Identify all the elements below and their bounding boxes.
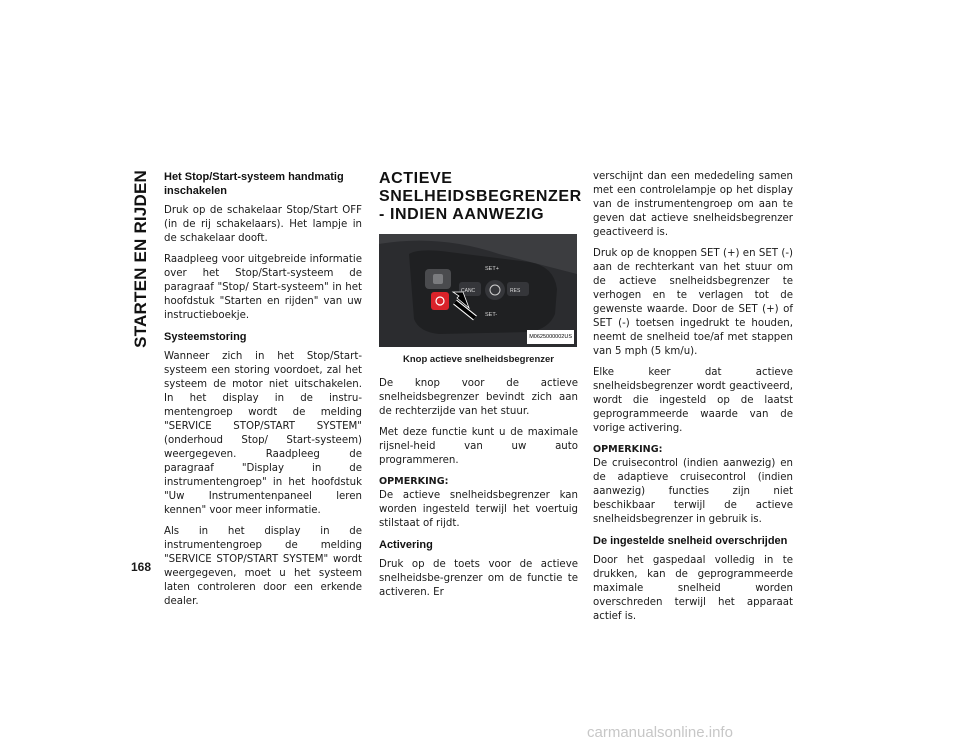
watermark-footer[interactable]: carmanualsonline.info: [587, 724, 733, 741]
speed-limiter-button: [431, 292, 449, 310]
figure-code: M0625000002US: [527, 330, 574, 344]
section-tab: STARTEN EN RIJDEN: [131, 170, 150, 348]
steering-wheel-figure: [379, 234, 577, 347]
note-text: De actieve snelheidsbegrenzer kan worden ingesteld terwijl het voertuig stilstaat of rijdt.: [379, 490, 578, 529]
note-text: De cruisecontrol (indien aanwezig) en de adaptieve cruisecontrol (indien aanwezig) functies zijn niet beschikbaar terwijl de actieve snelheidsbegrenzer in gebruik is.: [593, 458, 793, 525]
canc-label: CANC: [461, 288, 476, 294]
res-label: RES: [510, 288, 521, 294]
note-label: OPMERKING:: [593, 444, 663, 455]
paragraph: Raadpleeg voor uitgebreide informatie over het Stop/Start-systeem de paragraaf "Stop/ Start-systeem" in het hoofdstuk "Starten en rijden" van uw instructieboekje.: [164, 254, 362, 321]
note: [379, 475, 578, 531]
paragraph: De knop voor de actieve snelheidsbegrenzer bevindt zich aan de rechterzijde van het stuur.: [379, 378, 578, 417]
page-number: 168: [131, 560, 152, 574]
paragraph: verschijnt dan een mededeling samen met een controlelampje op het display van de instrumentengroep om aan te geven dat actieve snelheidsbegrenzer geactiveerd is.: [593, 171, 793, 238]
note: [593, 443, 793, 527]
set-minus-label: SET-: [485, 312, 498, 318]
paragraph: Door het gaspedaal volledig in te drukken, kan de geprogrammeerde maximale snelheid worden overschreden terwijl het apparaat actief is.: [593, 555, 793, 622]
section-title: ACTIEVE SNELHEIDSBEGRENZER - INDIEN AANWEZIG: [379, 170, 582, 223]
paragraph: Druk op de knoppen SET (+) en SET (-) aan de rechterkant van het stuur om de actieve snelheidsbegrenzer te verhogen en te verlagen tot de gewenste waarde. Door de SET (+) of SET (-) toetsen ingedrukt te houden, neemt de snelheid toe/af met stappen van 5 mph (5 km/u).: [593, 248, 793, 357]
column-left: [164, 170, 362, 616]
column-middle: [379, 170, 582, 607]
set-plus-label: SET+: [485, 266, 499, 272]
heading-activation: Activering: [379, 539, 433, 551]
paragraph: Wanneer zich in het Stop/Start-systeem een storing voordoet, zal het systeem de motor niet uitschakelen. In het display in de instru-mentengroep wordt de melding "SERVICE STOP/START SYSTEM" (onderhoud Stop/ Start-systeem) weergegeven. Raadpleeg de paragraaf "Display in de instrumentengroep" in het hoofdstuk "Uw Instrumentenpaneel leren kennen" voor meer informatie.: [164, 351, 362, 516]
heading-system-fault: Systeemstoring: [164, 331, 247, 343]
note-label: OPMERKING:: [379, 476, 449, 487]
column-right: [593, 170, 793, 631]
heading-manual-enable: Het Stop/Start-systeem handmatig inschakelen: [164, 171, 344, 197]
paragraph: Met deze functie kunt u de maximale rijsnel-heid van uw auto programmeren.: [379, 427, 578, 466]
paragraph: Als in het display in de instrumentengroep de melding "SERVICE STOP/START SYSTEM" wordt weergegeven, moet u het systeem laten controleren door een erkende dealer.: [164, 526, 362, 607]
paragraph: Elke keer dat actieve snelheidsbegrenzer wordt geactiveerd, wordt die ingesteld op de laatst geprogrammeerde waarde van de vorige activering.: [593, 367, 793, 434]
figure-caption: Knop actieve snelheidsbegrenzer: [403, 354, 554, 365]
paragraph: Druk op de toets voor de actieve snelheidsbe-grenzer om de functie te activeren. Er: [379, 559, 578, 598]
paragraph: Druk op de schakelaar Stop/Start OFF (in de rij schakelaars). Het lampje in de schakelaar dooft.: [164, 205, 362, 244]
heading-exceed-speed: De ingestelde snelheid overschrijden: [593, 535, 788, 547]
